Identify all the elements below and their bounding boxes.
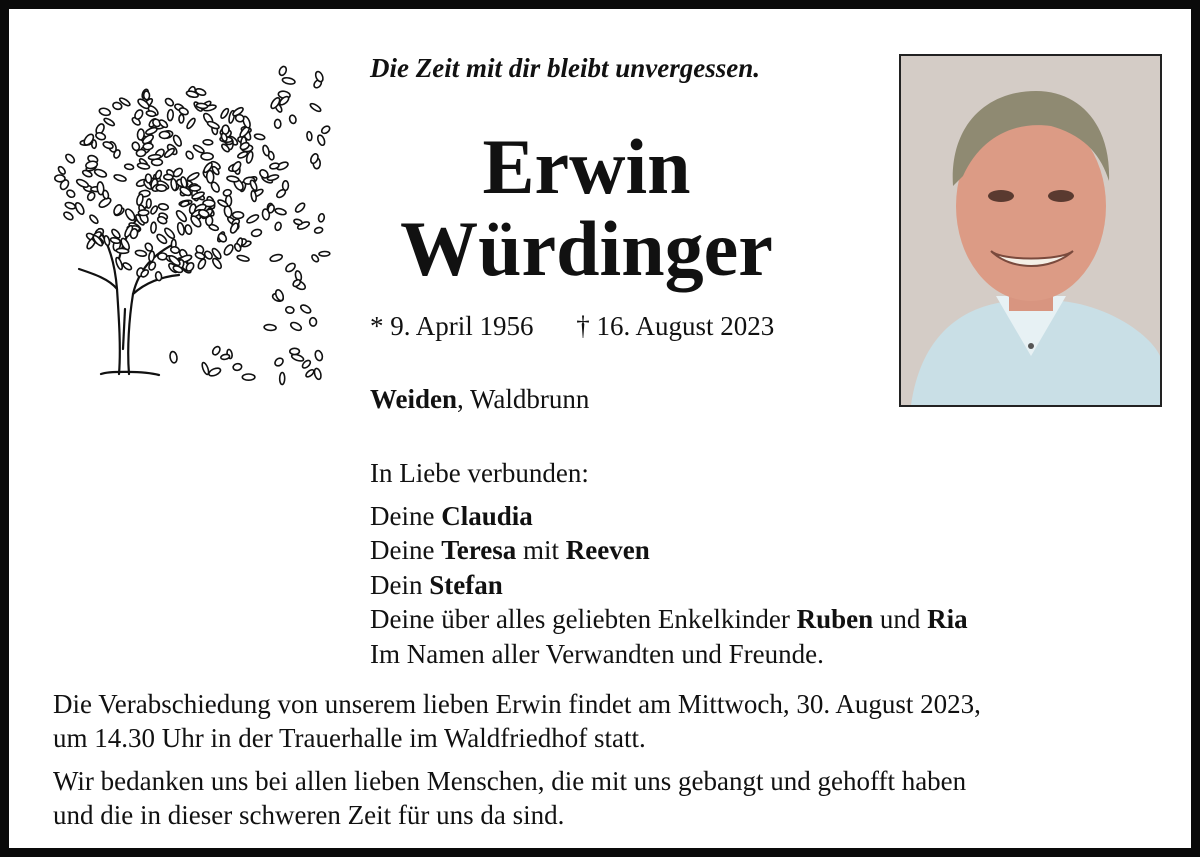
family-member-name: Claudia [441,500,533,531]
family-line: Im Namen aller Verwandten und Freunde. [370,638,824,669]
death-date: † 16. August 2023 [576,311,775,341]
family-member-name: Stefan [429,569,503,600]
family-list [370,456,968,671]
notice-line: um 14.30 Uhr in der Trauerhalle im Waldfriedhof statt. [53,723,646,753]
family-text: Deine [370,535,442,565]
life-dates [370,311,774,342]
family-text: Deine [370,500,442,531]
portrait-illustration [901,56,1160,405]
portrait-photo [899,54,1162,407]
family-line [370,499,968,534]
family-line [370,533,968,568]
family-member-name: Reeven [565,535,650,565]
family-text: mit [516,535,566,565]
family-line [370,602,968,637]
notice-line: und die in dieser schweren Zeit für uns da sind. [53,800,565,830]
residence [370,384,589,415]
family-line [370,568,968,603]
tree-with-falling-leaves-icon [49,49,339,389]
family-member-name: Teresa [441,535,517,565]
last-name: Würdinger [400,205,773,292]
family-intro: In Liebe verbunden: [370,458,589,488]
family-member-name: Ria [927,604,968,634]
first-name: Erwin [482,123,691,210]
family-member-name: Ruben [796,604,874,634]
family-text: und [873,604,928,634]
motto: Die Zeit mit dir bleibt unvergessen. [370,53,760,83]
notice-line: Die Verabschiedung von unserem lieben Erwin findet am Mittwoch, 30. August 2023, [53,689,981,719]
birth-date: * 9. April 1956 [370,311,534,341]
family-text: Deine über alles geliebten Enkelkinder [370,604,797,634]
family-text: Dein [370,569,430,600]
residence-city: Weiden [370,384,458,414]
residence-district: , Waldbrunn [457,384,590,414]
farewell-notice [53,687,981,832]
notice-line: Wir bedanken uns bei allen lieben Menschen, die mit uns gebangt und gehofft haben [53,766,967,796]
